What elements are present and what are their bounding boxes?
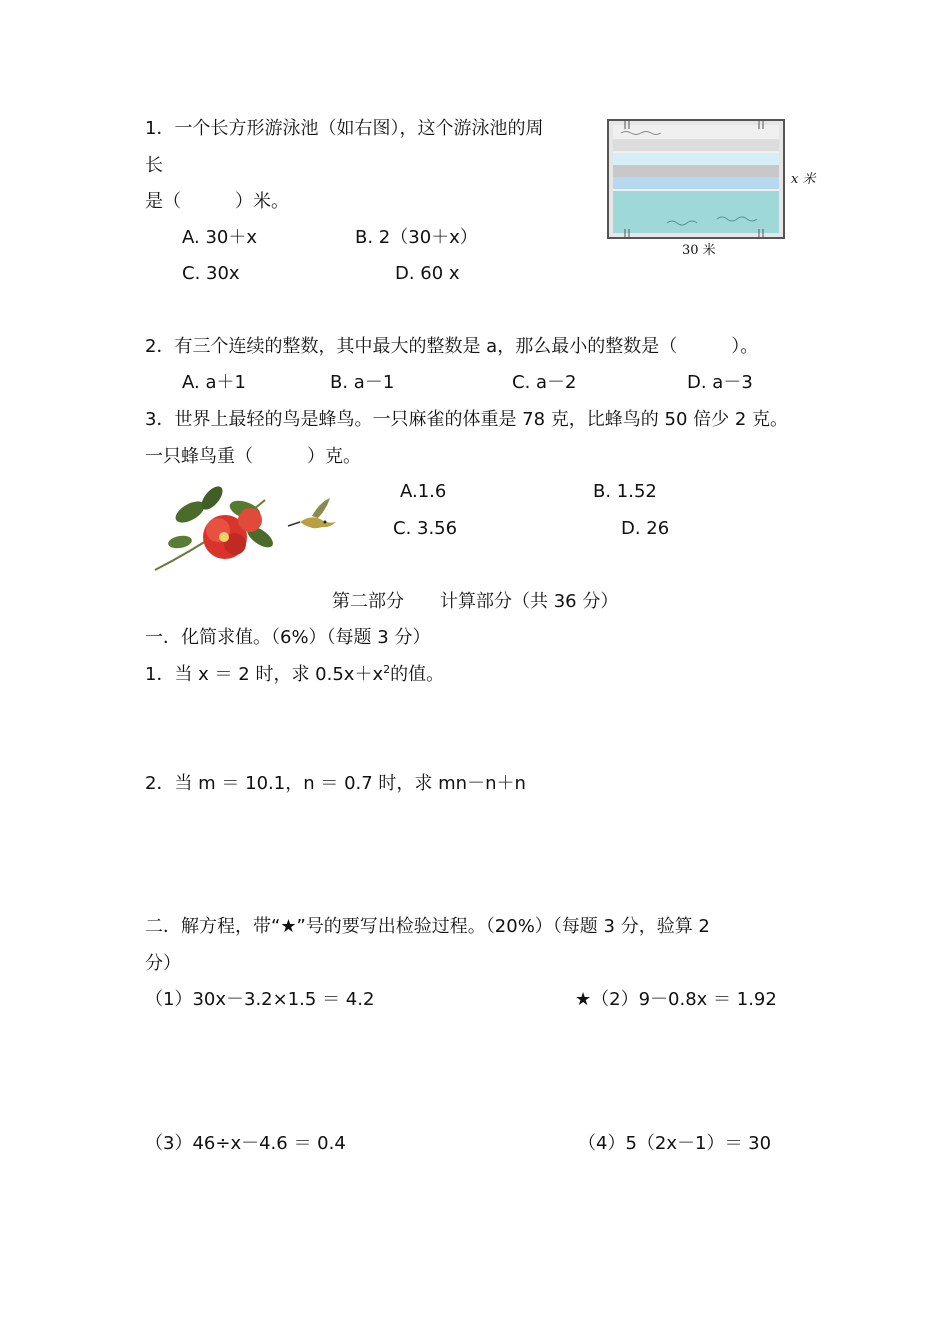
flower-hummingbird-image [150, 482, 345, 574]
q1-text-line2: 长 [145, 155, 163, 176]
q3-option-b: B. 1.52 [593, 481, 657, 502]
q2-text: 2．有三个连续的整数，其中最大的整数是 a，那么最小的整数是（ ）。 [145, 336, 759, 357]
q1-text-line1: 1．一个长方形游泳池（如右图），这个游泳池的周 [145, 118, 544, 139]
q1-option-b: B. 2（30＋x） [355, 227, 478, 248]
section1-title: 一．化简求值。（6%）（每题 3 分） [145, 627, 431, 648]
q2-option-b: B. a－1 [330, 372, 395, 393]
section1-problem2: 2．当 m ＝ 10.1，n ＝ 0.7 时，求 mn－n＋n [145, 773, 526, 794]
section1-problem1 [145, 663, 444, 687]
q1-option-c: C. 30x [182, 263, 240, 284]
section1-problem1-exponent: 2 [383, 663, 391, 676]
q1-option-a: A. 30＋x [182, 227, 257, 248]
equation-3: （3）46÷x－4.6 ＝ 0.4 [145, 1133, 346, 1154]
q3-text-line2: 一只蜂鸟重（ ）克。 [145, 446, 361, 467]
q2-option-d: D. a－3 [687, 372, 753, 393]
equation-4: （4）5（2x－1）＝ 30 [578, 1133, 772, 1154]
pool-height-label: x 米 [791, 172, 816, 187]
equation-1: （1）30x－3.2×1.5 ＝ 4.2 [145, 989, 375, 1010]
section2-title-line1: 二．解方程，带“★”号的要写出检验过程。（20%）（每题 3 分，验算 2 [145, 916, 710, 937]
pool-figure [607, 119, 785, 239]
pool-width-label: 30 米 [682, 243, 716, 258]
section1-problem1-main: 1．当 x ＝ 2 时，求 0.5x＋x [145, 664, 384, 685]
q3-option-a: A.1.6 [400, 481, 447, 502]
part2-title: 第二部分 计算部分（共 36 分） [332, 591, 619, 612]
q3-text-line1: 3．世界上最轻的鸟是蜂鸟。一只麻雀的体重是 78 克，比蜂鸟的 50 倍少 2 克。 [145, 409, 789, 430]
q1-text-line3: 是（ ）米。 [145, 191, 289, 212]
section1-problem1-tail: 的值。 [390, 664, 445, 685]
q3-option-d: D. 26 [621, 518, 670, 539]
q2-option-a: A. a＋1 [182, 372, 246, 393]
q2-option-c: C. a－2 [512, 372, 577, 393]
section2-title-line2: 分） [145, 953, 181, 974]
equation-2: ★（2）9－0.8x ＝ 1.92 [575, 989, 777, 1010]
q1-option-d: D. 60 x [395, 263, 460, 284]
q3-option-c: C. 3.56 [393, 518, 458, 539]
